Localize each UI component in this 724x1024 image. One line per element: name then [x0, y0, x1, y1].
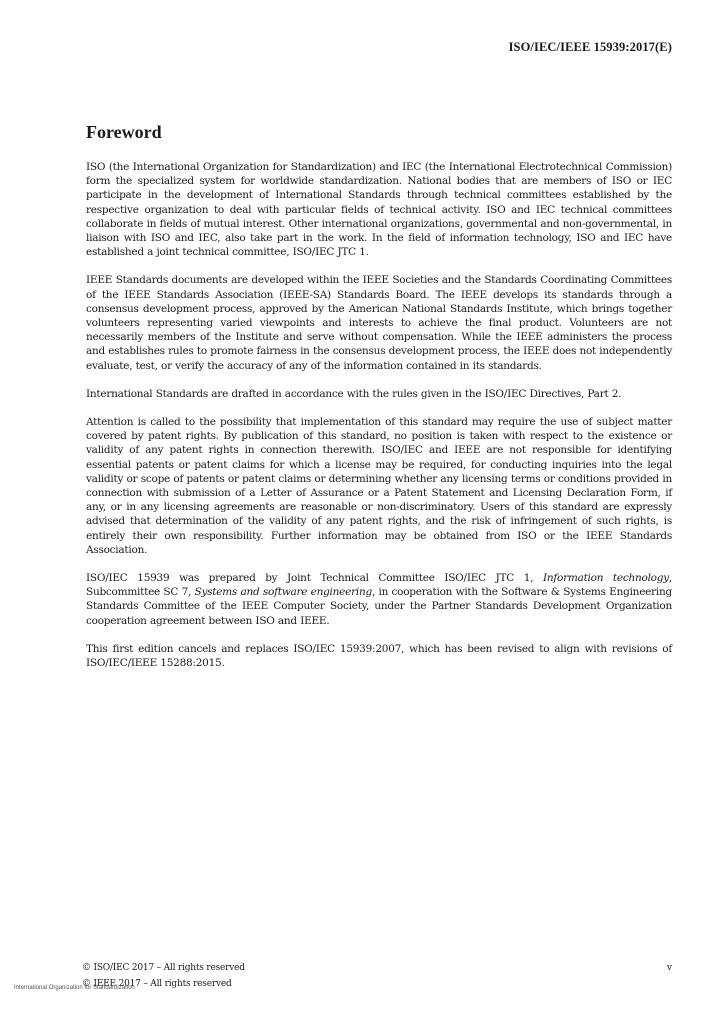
- preparation-text-2: , Subcommittee SC 7,: [86, 572, 672, 599]
- preparation-text-1: ISO/IEC 15939 was prepared by Joint Technical Committee ISO/IEC JTC 1,: [86, 572, 543, 585]
- licensee-watermark: International Organization for Standardization: [14, 985, 135, 991]
- paragraph-iso-iec: ISO (the International Organization for Standardization) and IEC (the International Electrotechnical Commission) form the specialized system for worldwide standardization. National bodies that are members of ISO or IEC participate in the development of International Standards through technical committees established by the respective organization to deal with particular fields of technical activity. ISO and IEC technical committees collaborate in fields of mutual interest. Other international organizations, governmental and non-governmental, in liaison with ISO and IEC, also take part in the work. In the field of information technology, ISO and IEC have established a joint technical committee, ISO/IEC JTC 1.: [86, 161, 672, 259]
- page-number: v: [666, 963, 672, 973]
- paragraph-ieee: IEEE Standards documents are developed within the IEEE Societies and the Standards Coordinating Committees of the IEEE Standards Association (IEEE-SA) Standards Board. The IEEE develops its standards through a consensus development process, approved by the American National Standards Institute, which brings together volunteers representing varied viewpoints and interests to achieve the final product. Volunteers are not necessarily members of the Institute and serve without compensation. While the IEEE administers the process and establishes rules to promote fairness in the consensus development process, the IEEE does not independently evaluate, test, or verify the accuracy of any of the information contained in its standards.: [86, 274, 673, 372]
- copyright-iso: © ISO/IEC 2017 – All rights reserved: [82, 963, 245, 973]
- section-title: Foreword: [86, 122, 162, 142]
- foreword-body: [86, 160, 672, 684]
- paragraph-preparation: [86, 571, 672, 628]
- subcommittee-name-italic: Systems and software engineering: [194, 586, 372, 599]
- paragraph-edition: This first edition cancels and replaces ISO/IEC 15939:2007, which has been revised to align with revisions of ISO/IEC/IEEE 15288:2015.: [86, 642, 672, 670]
- paragraph-directives: International Standards are drafted in accordance with the rules given in the ISO/IEC Directives, Part 2.: [86, 387, 622, 400]
- copyright-ieee: © IEEE 2017 – All rights reserved: [82, 979, 232, 989]
- preparation-text-3: , in cooperation with the Software & Systems Engineering Standards Committee of the IEEE Computer Society, under the Partner Standards Development Organization cooperation agreement between ISO and IEEE.: [86, 586, 672, 627]
- document-identifier: ISO/IEC/IEEE 15939:2017(E): [508, 40, 672, 54]
- committee-name-italic: Information technology: [542, 572, 669, 585]
- paragraph-patents: Attention is called to the possibility that implementation of this standard may require the use of subject matter covered by patent rights. By publication of this standard, no position is taken with respect to the existence or validity of any patent rights in connection therewith. ISO/IEC and IEEE are not responsible for identifying essential patents or patent claims for which a license may be required, for conducting inquiries into the legal validity or scope of patents or patent claims or determining whether any licensing terms or conditions provided in connection with submission of a Letter of Assurance or a Patent Statement and Licensing Declaration Form, if any, or in any licensing agreements are reasonable or non-discriminatory. Users of this standard are expressly advised that determination of the validity of any patent rights, and the risk of infringement of such rights, is entirely their own responsibility. Further information may be obtained from ISO or the IEEE Standards Association.: [86, 416, 672, 556]
